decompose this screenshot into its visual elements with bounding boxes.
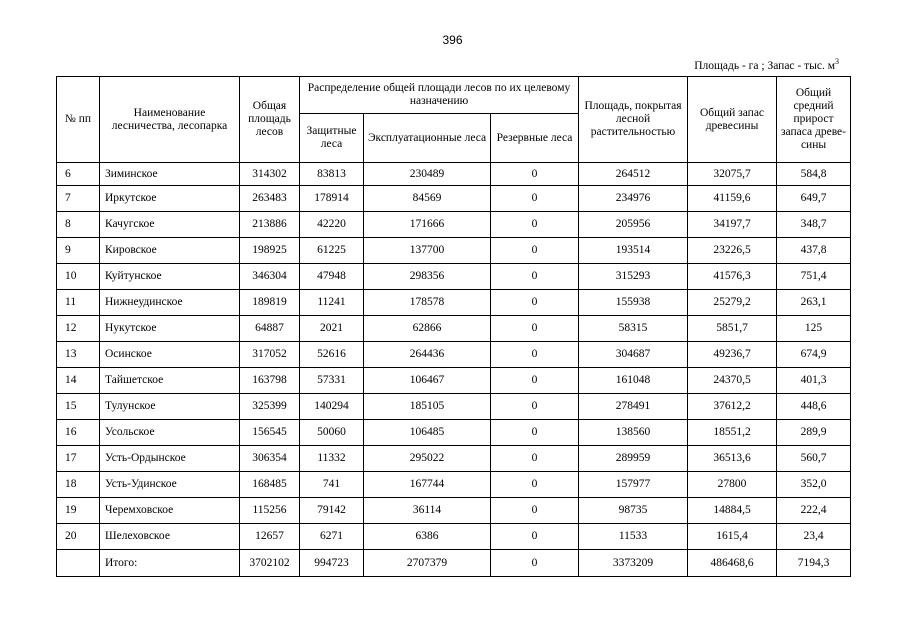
units-text: Площадь - га ; Запас - тыс. м [694, 60, 835, 72]
protective-area: 6271 [300, 524, 364, 550]
total-row [57, 550, 851, 577]
reserve-area: 0 [491, 316, 579, 342]
row-number: 14 [57, 368, 100, 394]
total-area: 163798 [240, 368, 300, 394]
protective-area: 47948 [300, 264, 364, 290]
protective-area: 11241 [300, 290, 364, 316]
table-row [57, 446, 851, 472]
stock-growth: 437,8 [777, 238, 851, 264]
covered-area: 193514 [579, 238, 688, 264]
stock-growth: 560,7 [777, 446, 851, 472]
covered-area: 11533 [579, 524, 688, 550]
protective-area: 83813 [300, 163, 364, 186]
reserve-area: 0 [491, 186, 579, 212]
row-number: 20 [57, 524, 100, 550]
total-stock-growth: 7194,3 [777, 550, 851, 577]
protective-area: 57331 [300, 368, 364, 394]
row-number: 6 [57, 163, 100, 186]
header-reserve: Резервные леса [491, 114, 579, 163]
total-area: 263483 [240, 186, 300, 212]
total-total-area: 3702102 [240, 550, 300, 577]
total-covered-area: 3373209 [579, 550, 688, 577]
page-number: 396 [442, 33, 463, 47]
forestry-name: Куйтунское [100, 264, 240, 290]
reserve-area: 0 [491, 163, 579, 186]
protective-area: 140294 [300, 394, 364, 420]
table-row [57, 316, 851, 342]
stock-growth: 23,4 [777, 524, 851, 550]
protective-area: 61225 [300, 238, 364, 264]
wood-stock: 37612,2 [688, 394, 777, 420]
stock-growth: 674,9 [777, 342, 851, 368]
protective-area: 2021 [300, 316, 364, 342]
covered-area: 234976 [579, 186, 688, 212]
covered-area: 157977 [579, 472, 688, 498]
table-row [57, 186, 851, 212]
forestry-name: Черемховское [100, 498, 240, 524]
total-row-number [57, 550, 100, 577]
reserve-area: 0 [491, 238, 579, 264]
exploitation-area: 264436 [364, 342, 491, 368]
reserve-area: 0 [491, 264, 579, 290]
total-area: 317052 [240, 342, 300, 368]
protective-area: 79142 [300, 498, 364, 524]
protective-area: 50060 [300, 420, 364, 446]
row-number: 10 [57, 264, 100, 290]
reserve-area: 0 [491, 472, 579, 498]
exploitation-area: 6386 [364, 524, 491, 550]
protective-area: 52616 [300, 342, 364, 368]
reserve-area: 0 [491, 368, 579, 394]
exploitation-area: 137700 [364, 238, 491, 264]
reserve-area: 0 [491, 446, 579, 472]
exploitation-area: 185105 [364, 394, 491, 420]
total-area: 213886 [240, 212, 300, 238]
row-number: 11 [57, 290, 100, 316]
row-number: 12 [57, 316, 100, 342]
total-area: 12657 [240, 524, 300, 550]
stock-growth: 348,7 [777, 212, 851, 238]
units-note [694, 57, 839, 72]
stock-growth: 289,9 [777, 420, 851, 446]
wood-stock: 36513,6 [688, 446, 777, 472]
total-area: 325399 [240, 394, 300, 420]
table-row [57, 498, 851, 524]
header-protective: Защитные леса [300, 114, 364, 163]
row-number: 7 [57, 186, 100, 212]
table-row [57, 212, 851, 238]
header-growth: Общий средний прирост запаса древе-сины [777, 77, 851, 163]
reserve-area: 0 [491, 524, 579, 550]
forestry-name: Шелеховское [100, 524, 240, 550]
total-exploitation-area: 2707379 [364, 550, 491, 577]
exploitation-area: 62866 [364, 316, 491, 342]
stock-growth: 649,7 [777, 186, 851, 212]
forestry-name: Усть-Ордынское [100, 446, 240, 472]
protective-area: 741 [300, 472, 364, 498]
forestry-name: Усольское [100, 420, 240, 446]
total-area: 156545 [240, 420, 300, 446]
exploitation-area: 106467 [364, 368, 491, 394]
table-row [57, 163, 851, 186]
wood-stock: 41159,6 [688, 186, 777, 212]
forestry-name: Осинское [100, 342, 240, 368]
exploitation-area: 84569 [364, 186, 491, 212]
total-area: 168485 [240, 472, 300, 498]
wood-stock: 34197,7 [688, 212, 777, 238]
exploitation-area: 171666 [364, 212, 491, 238]
covered-area: 161048 [579, 368, 688, 394]
reserve-area: 0 [491, 498, 579, 524]
exploitation-area: 230489 [364, 163, 491, 186]
stock-growth: 401,3 [777, 368, 851, 394]
header-distribution: Распределение общей площади лесов по их целевому назначению [300, 77, 579, 114]
stock-growth: 222,4 [777, 498, 851, 524]
stock-growth: 125 [777, 316, 851, 342]
covered-area: 155938 [579, 290, 688, 316]
row-number: 8 [57, 212, 100, 238]
wood-stock: 14884,5 [688, 498, 777, 524]
header-total-area: Общая площадь лесов [240, 77, 300, 163]
total-area: 346304 [240, 264, 300, 290]
covered-area: 98735 [579, 498, 688, 524]
wood-stock: 23226,5 [688, 238, 777, 264]
covered-area: 289959 [579, 446, 688, 472]
total-area: 306354 [240, 446, 300, 472]
wood-stock: 24370,5 [688, 368, 777, 394]
header-num: № пп [57, 77, 100, 163]
covered-area: 278491 [579, 394, 688, 420]
row-number: 15 [57, 394, 100, 420]
covered-area: 315293 [579, 264, 688, 290]
wood-stock: 1615,4 [688, 524, 777, 550]
row-number: 18 [57, 472, 100, 498]
total-area: 314302 [240, 163, 300, 186]
wood-stock: 18551,2 [688, 420, 777, 446]
forestry-name: Тулунское [100, 394, 240, 420]
table-header [57, 77, 851, 163]
protective-area: 11332 [300, 446, 364, 472]
exploitation-area: 298356 [364, 264, 491, 290]
exploitation-area: 295022 [364, 446, 491, 472]
total-area: 189819 [240, 290, 300, 316]
row-number: 13 [57, 342, 100, 368]
row-number: 16 [57, 420, 100, 446]
reserve-area: 0 [491, 342, 579, 368]
wood-stock: 27800 [688, 472, 777, 498]
forestry-name: Нижнеудинское [100, 290, 240, 316]
table-row [57, 290, 851, 316]
total-area: 115256 [240, 498, 300, 524]
table-row [57, 238, 851, 264]
table-row [57, 472, 851, 498]
protective-area: 42220 [300, 212, 364, 238]
total-protective-area: 994723 [300, 550, 364, 577]
table-row [57, 524, 851, 550]
forestry-name: Тайшетское [100, 368, 240, 394]
stock-growth: 263,1 [777, 290, 851, 316]
header-stock: Общий запас древесины [688, 77, 777, 163]
row-number: 17 [57, 446, 100, 472]
forestry-name: Нукутское [100, 316, 240, 342]
table-row [57, 368, 851, 394]
table-row [57, 394, 851, 420]
exploitation-area: 106485 [364, 420, 491, 446]
table-row [57, 264, 851, 290]
row-number: 19 [57, 498, 100, 524]
stock-growth: 352,0 [777, 472, 851, 498]
wood-stock: 32075,7 [688, 163, 777, 186]
header-name: Наименование лесничества, лесопарка [100, 77, 240, 163]
wood-stock: 25279,2 [688, 290, 777, 316]
total-wood-stock: 486468,6 [688, 550, 777, 577]
covered-area: 304687 [579, 342, 688, 368]
exploitation-area: 36114 [364, 498, 491, 524]
exploitation-area: 167744 [364, 472, 491, 498]
wood-stock: 41576,3 [688, 264, 777, 290]
reserve-area: 0 [491, 290, 579, 316]
header-covered-area: Площадь, покрытая лесной растительностью [579, 77, 688, 163]
table-row [57, 342, 851, 368]
covered-area: 138560 [579, 420, 688, 446]
stock-growth: 448,6 [777, 394, 851, 420]
reserve-area: 0 [491, 212, 579, 238]
wood-stock: 49236,7 [688, 342, 777, 368]
total-reserve-area: 0 [491, 550, 579, 577]
covered-area: 264512 [579, 163, 688, 186]
total-forestry-name: Итого: [100, 550, 240, 577]
forestry-name: Кировское [100, 238, 240, 264]
covered-area: 205956 [579, 212, 688, 238]
reserve-area: 0 [491, 394, 579, 420]
row-number: 9 [57, 238, 100, 264]
covered-area: 58315 [579, 316, 688, 342]
table-row [57, 420, 851, 446]
units-superscript: 3 [835, 57, 839, 66]
total-area: 198925 [240, 238, 300, 264]
forestry-name: Иркутское [100, 186, 240, 212]
reserve-area: 0 [491, 420, 579, 446]
stock-growth: 751,4 [777, 264, 851, 290]
stock-growth: 584,8 [777, 163, 851, 186]
header-exploitation: Эксплуатационные леса [364, 114, 491, 163]
forestry-name: Усть-Удинское [100, 472, 240, 498]
exploitation-area: 178578 [364, 290, 491, 316]
forestry-name: Качугское [100, 212, 240, 238]
forestry-name: Зиминское [100, 163, 240, 186]
wood-stock: 5851,7 [688, 316, 777, 342]
total-area: 64887 [240, 316, 300, 342]
forest-area-table [56, 76, 851, 577]
protective-area: 178914 [300, 186, 364, 212]
table-body [57, 163, 851, 577]
